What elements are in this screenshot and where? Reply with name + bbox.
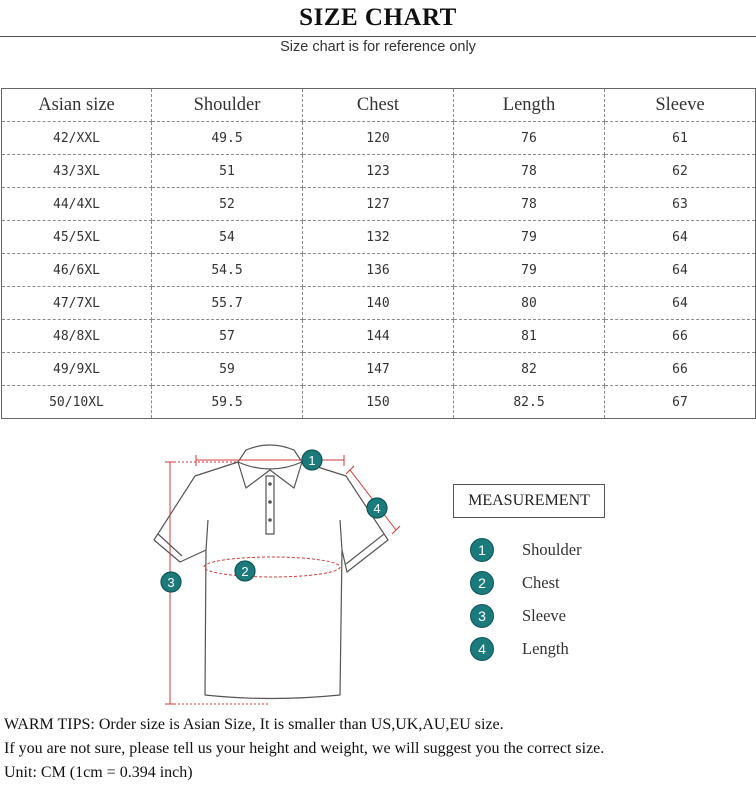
column-header: Shoulder bbox=[152, 89, 303, 122]
table-cell: 67 bbox=[605, 386, 756, 419]
table-cell: 82.5 bbox=[454, 386, 605, 419]
height-weight-note: If you are not sure, please tell us your height and weight, we will suggest you the correct size. bbox=[4, 740, 605, 757]
table-cell: 123 bbox=[303, 155, 454, 188]
table-cell: 50/10XL bbox=[2, 386, 152, 419]
table-cell: 79 bbox=[454, 254, 605, 287]
table-cell: 46/6XL bbox=[2, 254, 152, 287]
marker-3-icon bbox=[161, 572, 181, 592]
table-cell: 78 bbox=[454, 188, 605, 221]
table-cell: 150 bbox=[303, 386, 454, 419]
table-cell: 66 bbox=[605, 320, 756, 353]
table-cell: 61 bbox=[605, 122, 756, 155]
table-row bbox=[2, 353, 756, 386]
title-divider bbox=[0, 36, 756, 37]
table-cell: 81 bbox=[454, 320, 605, 353]
table-cell: 140 bbox=[303, 287, 454, 320]
table-cell: 59.5 bbox=[152, 386, 303, 419]
table-cell: 66 bbox=[605, 353, 756, 386]
page-title: SIZE CHART bbox=[299, 4, 457, 31]
legend-label: Sleeve bbox=[522, 606, 566, 625]
table-cell: 44/4XL bbox=[2, 188, 152, 221]
table-cell: 52 bbox=[152, 188, 303, 221]
table-cell: 59 bbox=[152, 353, 303, 386]
table-cell: 47/7XL bbox=[2, 287, 152, 320]
table-cell: 49/9XL bbox=[2, 353, 152, 386]
table-cell: 42/XXL bbox=[2, 122, 152, 155]
marker-1-icon bbox=[302, 450, 322, 470]
table-cell: 78 bbox=[454, 155, 605, 188]
table-cell: 64 bbox=[605, 221, 756, 254]
table-cell: 64 bbox=[605, 254, 756, 287]
marker-4-icon bbox=[367, 498, 387, 518]
marker-3-label: 3 bbox=[167, 575, 175, 590]
unit-note: Unit: CM (1cm = 0.394 inch) bbox=[4, 764, 193, 781]
table-cell: 82 bbox=[454, 353, 605, 386]
table-cell: 76 bbox=[454, 122, 605, 155]
number-2-icon: 2 bbox=[470, 571, 494, 595]
table-cell: 147 bbox=[303, 353, 454, 386]
column-header: Chest bbox=[303, 89, 454, 122]
table-cell: 62 bbox=[605, 155, 756, 188]
table-row bbox=[2, 254, 756, 287]
table-cell: 79 bbox=[454, 221, 605, 254]
measurement-title: MEASUREMENT bbox=[453, 484, 605, 518]
table-cell: 54 bbox=[152, 221, 303, 254]
table-cell: 64 bbox=[605, 287, 756, 320]
number-1-icon: 1 bbox=[470, 538, 494, 562]
warm-tips-line: WARM TIPS: Order size is Asian Size, It is smaller than US,UK,AU,EU size. bbox=[4, 716, 504, 733]
table-cell: 51 bbox=[152, 155, 303, 188]
table-cell: 43/3XL bbox=[2, 155, 152, 188]
table-cell: 132 bbox=[303, 221, 454, 254]
page-subtitle: Size chart is for reference only bbox=[280, 39, 476, 55]
marker-4-label: 4 bbox=[373, 501, 381, 516]
number-3-icon: 3 bbox=[470, 604, 494, 628]
legend-label: Shoulder bbox=[522, 540, 582, 559]
column-header: Sleeve bbox=[605, 89, 756, 122]
table-row bbox=[2, 386, 756, 419]
table-row bbox=[2, 320, 756, 353]
table-cell: 120 bbox=[303, 122, 454, 155]
table-cell: 127 bbox=[303, 188, 454, 221]
legend-label: Chest bbox=[522, 573, 560, 592]
table-cell: 63 bbox=[605, 188, 756, 221]
table-cell: 48/8XL bbox=[2, 320, 152, 353]
table-row bbox=[2, 287, 756, 320]
marker-1-label: 1 bbox=[308, 453, 316, 468]
column-header: Asian size bbox=[2, 89, 152, 122]
marker-2-icon bbox=[235, 561, 255, 581]
marker-2-label: 2 bbox=[241, 564, 249, 579]
table-row bbox=[2, 188, 756, 221]
legend-label: Length bbox=[522, 639, 569, 658]
size-table bbox=[1, 88, 756, 419]
table-row bbox=[2, 155, 756, 188]
table-cell: 80 bbox=[454, 287, 605, 320]
table-cell: 144 bbox=[303, 320, 454, 353]
column-header: Length bbox=[454, 89, 605, 122]
table-header-row bbox=[2, 89, 756, 122]
table-cell: 54.5 bbox=[152, 254, 303, 287]
shirt-diagram bbox=[150, 440, 410, 712]
table-cell: 136 bbox=[303, 254, 454, 287]
table-cell: 57 bbox=[152, 320, 303, 353]
table-cell: 45/5XL bbox=[2, 221, 152, 254]
table-row bbox=[2, 221, 756, 254]
table-row bbox=[2, 122, 756, 155]
number-4-icon: 4 bbox=[470, 637, 494, 661]
table-cell: 55.7 bbox=[152, 287, 303, 320]
table-cell: 49.5 bbox=[152, 122, 303, 155]
